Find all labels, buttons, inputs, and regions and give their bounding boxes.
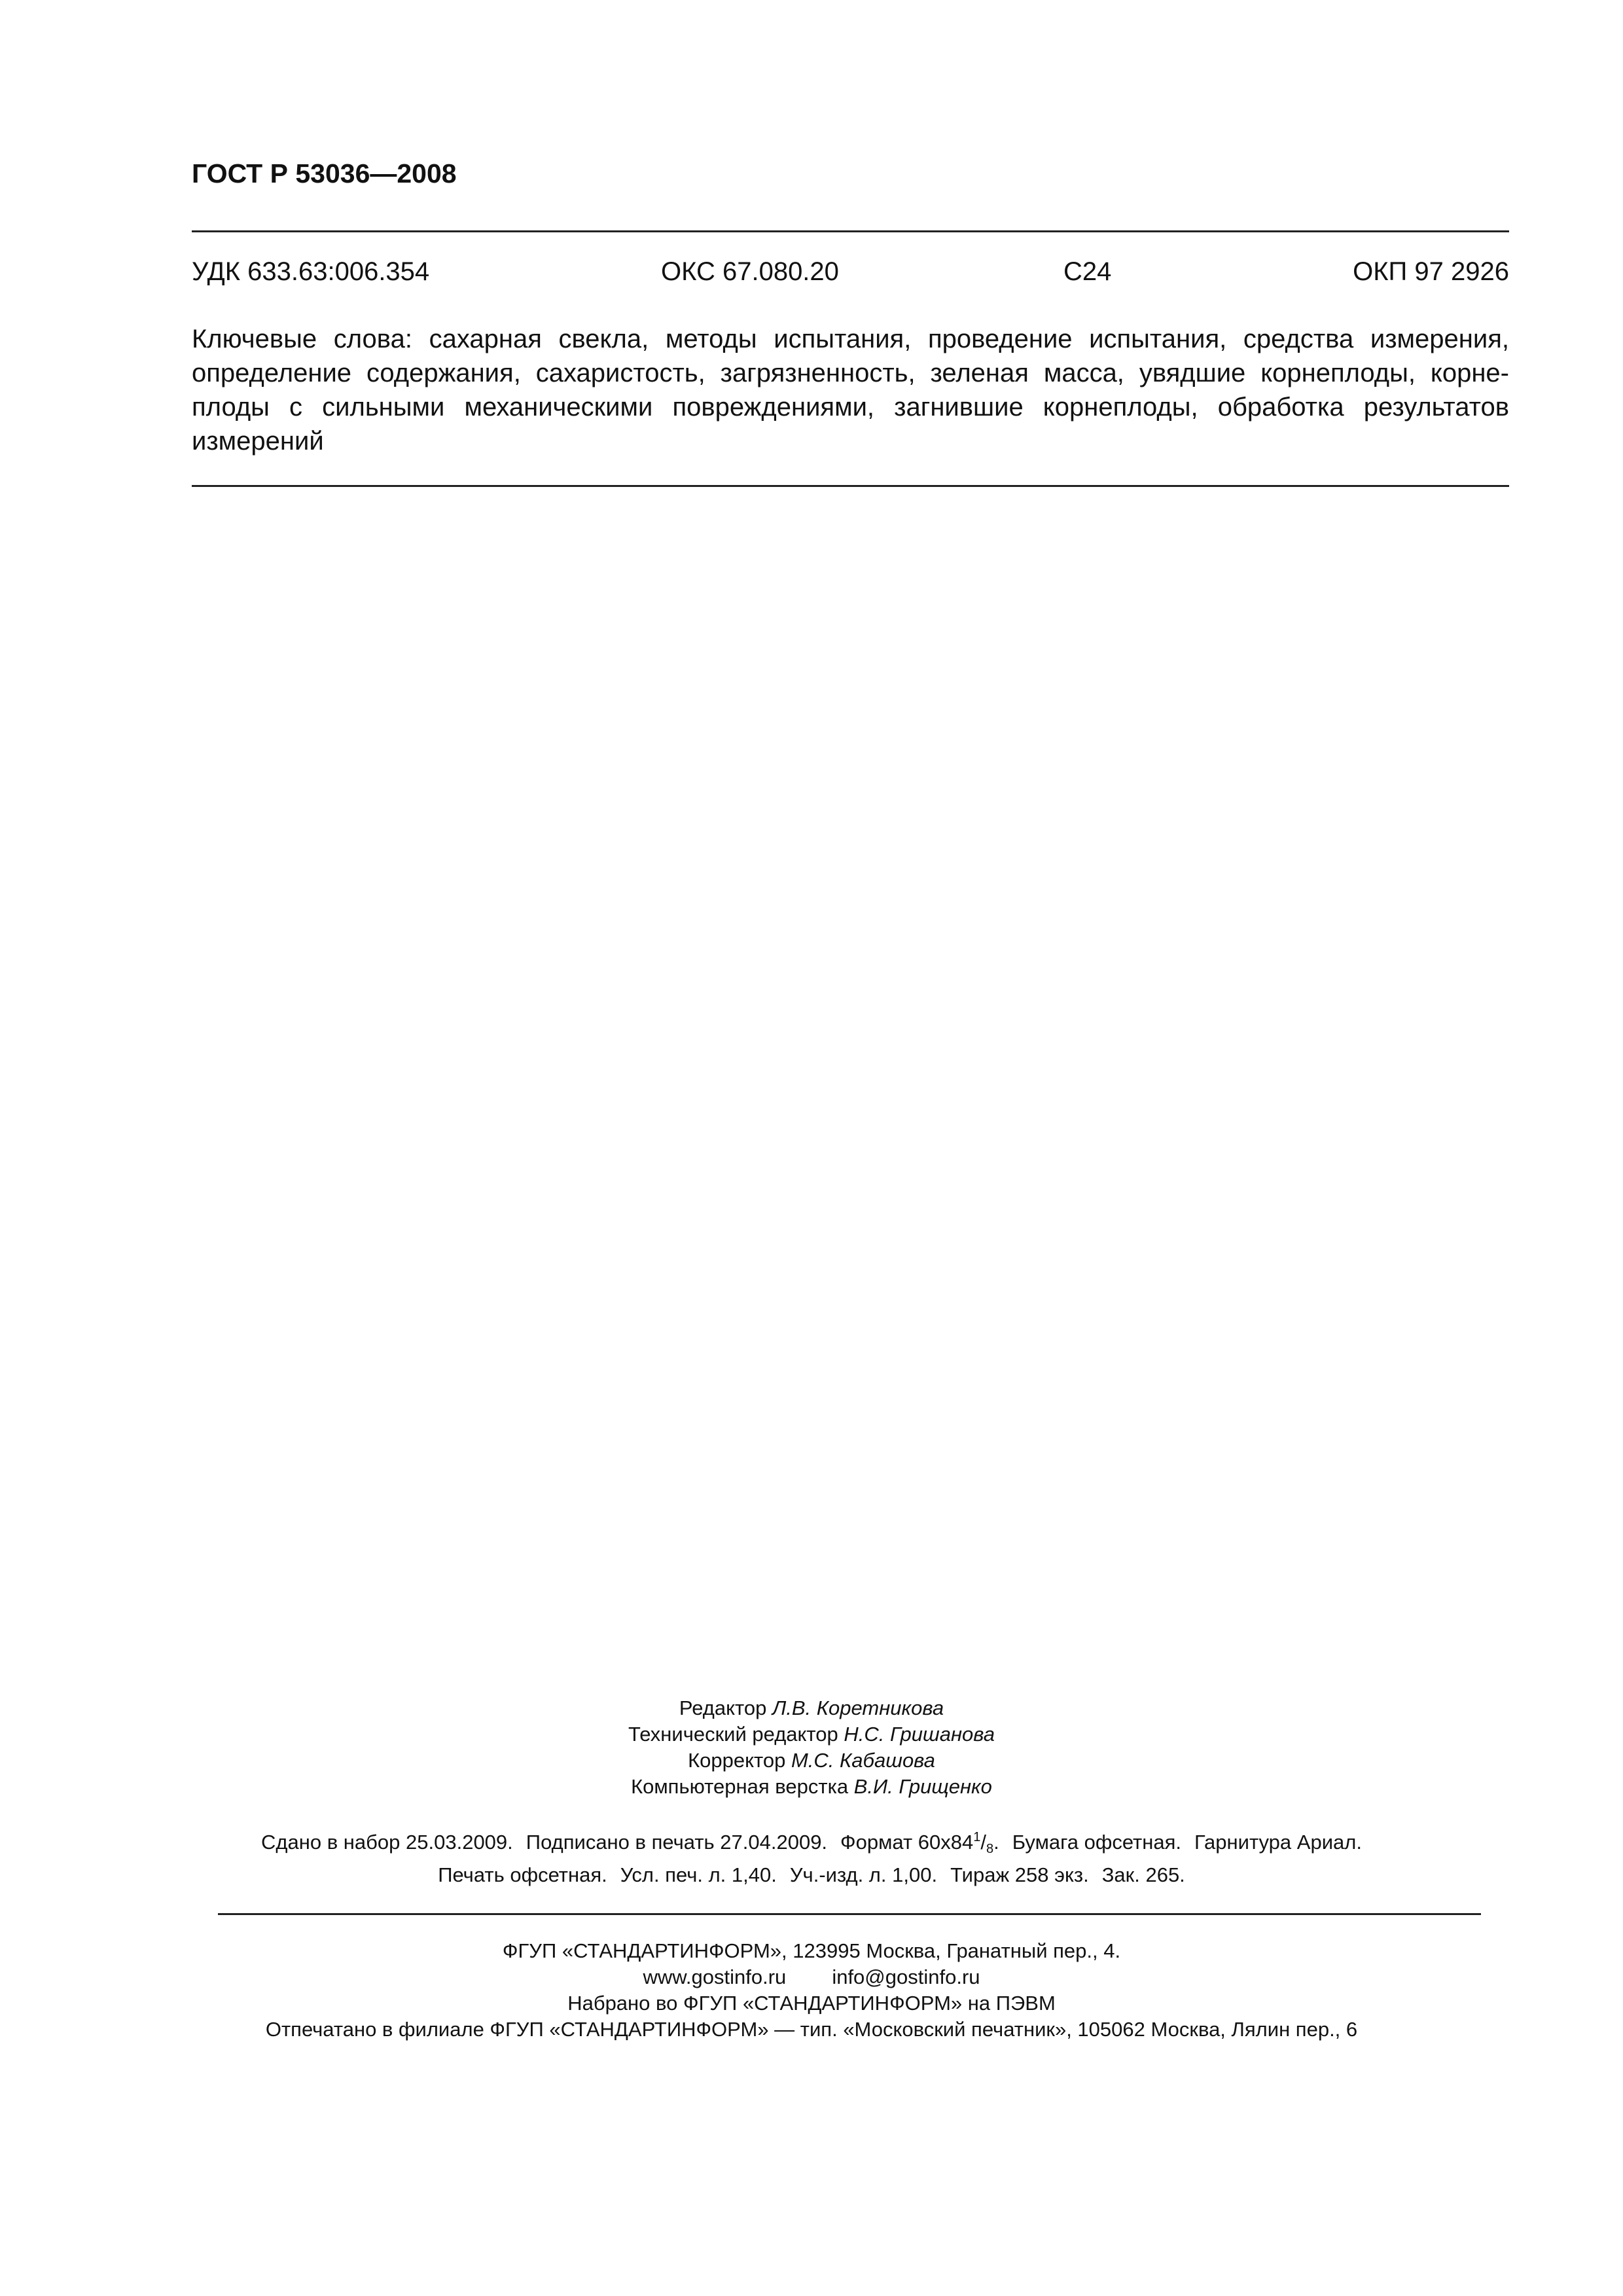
print-info-line-1: Сдано в набор 25.03.2009. Подписано в печать 27.04.2009. Формат $60x84^1/_8$. Бумага офсетная. Гарнитура Ариал.	[261, 1830, 1362, 1856]
format-value: Формат $60x84^1/_8$.	[840, 1830, 999, 1856]
top-divider	[192, 230, 1509, 232]
publisher-email: info@gostinfo.ru	[832, 1965, 980, 1988]
standard-number: ГОСТ Р 53036—2008	[192, 158, 457, 188]
publisher-typeset: Набрано во ФГУП «СТАНДАРТИНФОРМ» на ПЭВМ	[567, 1992, 1056, 2015]
credit-editor: Редактор Л.В. Коретникова	[679, 1696, 944, 1719]
udk-code: УДК 633.63:006.354	[192, 257, 430, 286]
publisher-printed: Отпечатано в филиале ФГУП «СТАНДАРТИНФОРМ» — тип. «Московский печатник», 105062 Москва, Лялин пер., 6	[265, 2018, 1358, 2041]
publisher-contacts	[0, 1964, 1623, 1990]
credit-tech-editor: Технический редактор Н.С. Гришанова	[628, 1723, 995, 1746]
okp-code: ОКП 97 2926	[1353, 257, 1509, 286]
credits-block	[0, 1695, 1623, 1800]
print-info-line-2: Печать офсетная. Усл. печ. л. 1,40. Уч.-изд. л. 1,00. Тираж 258 экз. Зак. 265.	[438, 1863, 1185, 1886]
print-info-block	[0, 1824, 1623, 1888]
credit-layout: Компьютерная верстка В.И. Грищенко	[631, 1775, 992, 1798]
credit-proofreader: Корректор М.С. Кабашова	[688, 1749, 935, 1772]
keywords-paragraph: Ключевые слова: сахарная свекла, методы испытания, проведение испытания, средства измерения, определение содержания, сахаристость, загрязненность, зеленая масса, увядшие корнеплоды, корне-плоды с сильными механическими повреждениями, загнившие корнеплоды, обработка результатов измерений	[192, 325, 1509, 456]
footer-divider	[218, 1913, 1481, 1915]
group-code: С24	[1063, 257, 1112, 286]
publisher-address: ФГУП «СТАНДАРТИНФОРМ», 123995 Москва, Гранатный пер., 4.	[502, 1939, 1121, 1962]
oks-code: ОКС 67.080.20	[661, 257, 839, 286]
publisher-website: www.gostinfo.ru	[643, 1965, 787, 1988]
keywords-divider	[192, 485, 1509, 487]
publisher-block	[0, 1938, 1623, 2043]
